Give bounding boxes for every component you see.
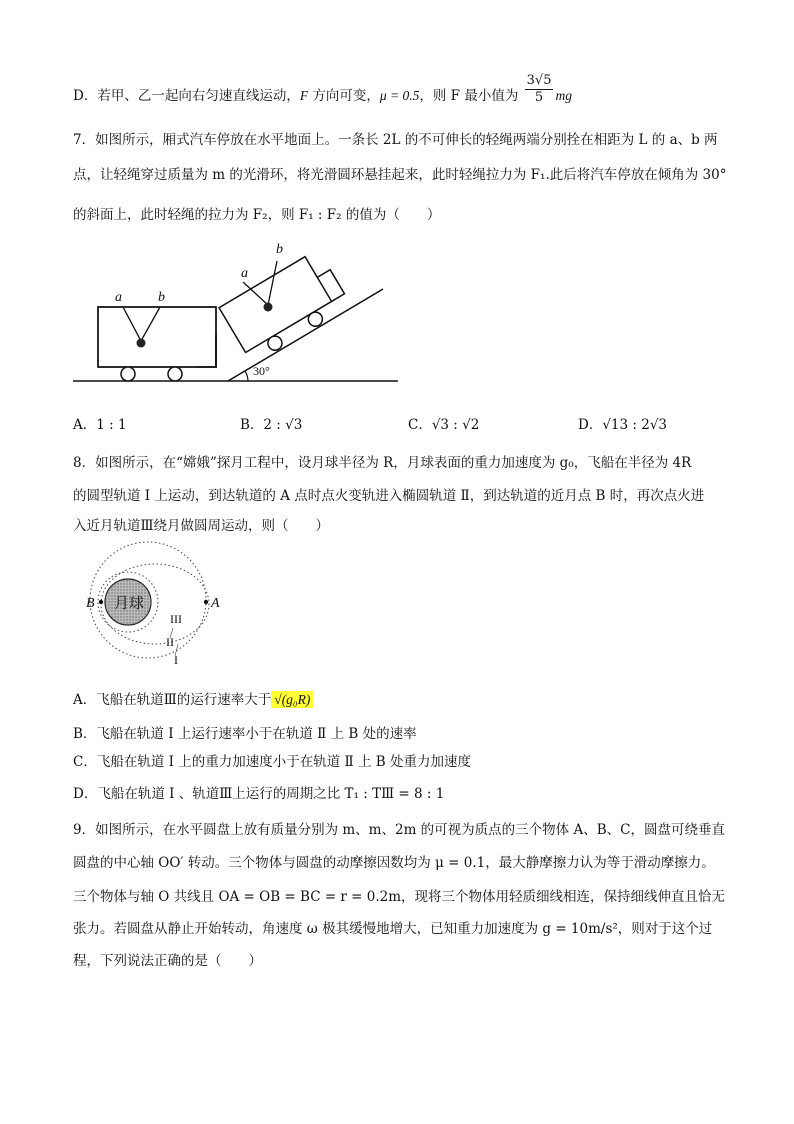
q6-option-d xyxy=(73,73,572,106)
q7-line3: 的斜面上，此时轻绳的拉力为 F₂，则 F₁ : F₂ 的值为（ ） xyxy=(73,207,441,223)
point-A xyxy=(204,600,208,604)
truck2-label-a: a xyxy=(241,266,248,281)
label-B: B xyxy=(86,596,95,611)
truck1-cab xyxy=(198,333,216,367)
slope-line xyxy=(228,289,383,381)
q8-option-a-text: A．飞船在轨道Ⅲ的运行速率大于 xyxy=(73,692,272,708)
q6d-mid: 方向可变， xyxy=(308,88,380,104)
q9-line2: 圆盘的中心轴 OO′ 转动。三个物体与圆盘的动摩擦因数均为 μ = 0.1，最大静摩擦力认为等于滑动摩擦力。 xyxy=(73,855,715,871)
angle-label: 30° xyxy=(253,364,270,378)
truck1-label-a: a xyxy=(115,290,122,305)
q7-option-a: A．1 : 1 xyxy=(73,417,127,433)
q9-line5: 程，下列说法正确的是（ ） xyxy=(73,953,262,969)
q9-line1: 9．如图所示，在水平圆盘上放有质量分别为 m、m、2m 的可视为质点的三个物体 A、B、C，圆盘可绕垂直 xyxy=(73,822,725,838)
truck1-rope xyxy=(123,307,160,341)
q9-line4: 张力。若圆盘从静止开始转动，角速度 ω 极其缓慢地增大，已知重力加速度为 g = 10m/s²，则对于这个过 xyxy=(73,921,713,937)
q8-line2: 的圆型轨道 Ⅰ 上运动，到达轨道的 A 点时点火变轨进入椭圆轨道 Ⅱ，到达轨道的近月点 B 时，再次点火进 xyxy=(73,488,705,504)
q6d-mu: μ = 0.5 xyxy=(379,88,420,103)
truck1-wheel-1 xyxy=(121,367,135,381)
truck1-label-b: b xyxy=(158,290,165,305)
truck1-ring xyxy=(137,339,146,348)
truck1-body xyxy=(98,307,216,367)
q7-option-c: C．√3 : √2 xyxy=(408,417,480,433)
q8-option-c: C．飞船在轨道 Ⅰ 上的重力加速度小于在轨道 Ⅱ 上 B 处重力加速度 xyxy=(73,754,472,770)
label-II: II xyxy=(166,635,174,649)
label-A: A xyxy=(211,596,220,611)
q8-figure xyxy=(78,538,238,673)
q8-option-a-highlight: √(g₀R) xyxy=(271,691,313,708)
truck2-ring xyxy=(264,303,273,312)
q6d-fraction xyxy=(525,73,554,106)
q7-option-d: D．√13 : 2√3 xyxy=(578,417,668,433)
q8-option-a xyxy=(73,688,313,708)
q8-option-d: D．飞船在轨道 Ⅰ 、轨道Ⅲ上运行的周期之比 T₁ : TⅢ = 8 : 1 xyxy=(73,786,445,802)
truck1-wheel-2 xyxy=(168,367,182,381)
q8-line1: 8．如图所示，在“嫦娥”探月工程中，设月球半径为 R，月球表面的重力加速度为 g₀，飞船在半径为 4R xyxy=(73,455,692,471)
label-I: I xyxy=(174,653,178,667)
q6d-F: F xyxy=(299,88,309,103)
moon-label: 月球 xyxy=(114,594,145,612)
point-B xyxy=(99,600,103,604)
q7-option-b: B．2 : √3 xyxy=(240,417,303,433)
q8-line3: 入近月轨道Ⅲ绕月做圆周运动，则（ ） xyxy=(73,518,330,534)
q6d-tail: ，则 F 最小值为 xyxy=(419,88,519,104)
label-III: III xyxy=(170,612,182,626)
q7-line2: 点，让轻绳穿过质量为 m 的光滑环，将光滑圆环悬挂起来，此时轻绳拉力为 F₁.此后将汽车停放在倾角为 30° xyxy=(73,167,727,183)
angle-arc xyxy=(245,371,248,381)
q9-line3: 三个物体与轴 O 共线且 OA = OB = BC = r = 0.2m，现将三个物体用轻质细线相连，保持细线伸直且恰无 xyxy=(73,889,726,905)
q7-figure xyxy=(73,237,413,387)
truck2-label-b: b xyxy=(276,242,283,257)
q6d-frac-num: 3√5 xyxy=(526,73,552,88)
q6d-prefix: D．若甲、乙一起向右匀速直线运动， xyxy=(73,88,300,104)
q6d-mg: mg xyxy=(555,88,572,103)
q7-line1: 7．如图所示，厢式汽车停放在水平地面上。一条长 2L 的不可伸长的轻绳两端分别拴在相距为 L 的 a、b 两 xyxy=(73,132,718,148)
q8-option-b: B．飞船在轨道 Ⅰ 上运行速率小于在轨道 Ⅱ 上 B 处的速率 xyxy=(73,726,417,742)
q6d-frac-den: 5 xyxy=(534,90,544,105)
